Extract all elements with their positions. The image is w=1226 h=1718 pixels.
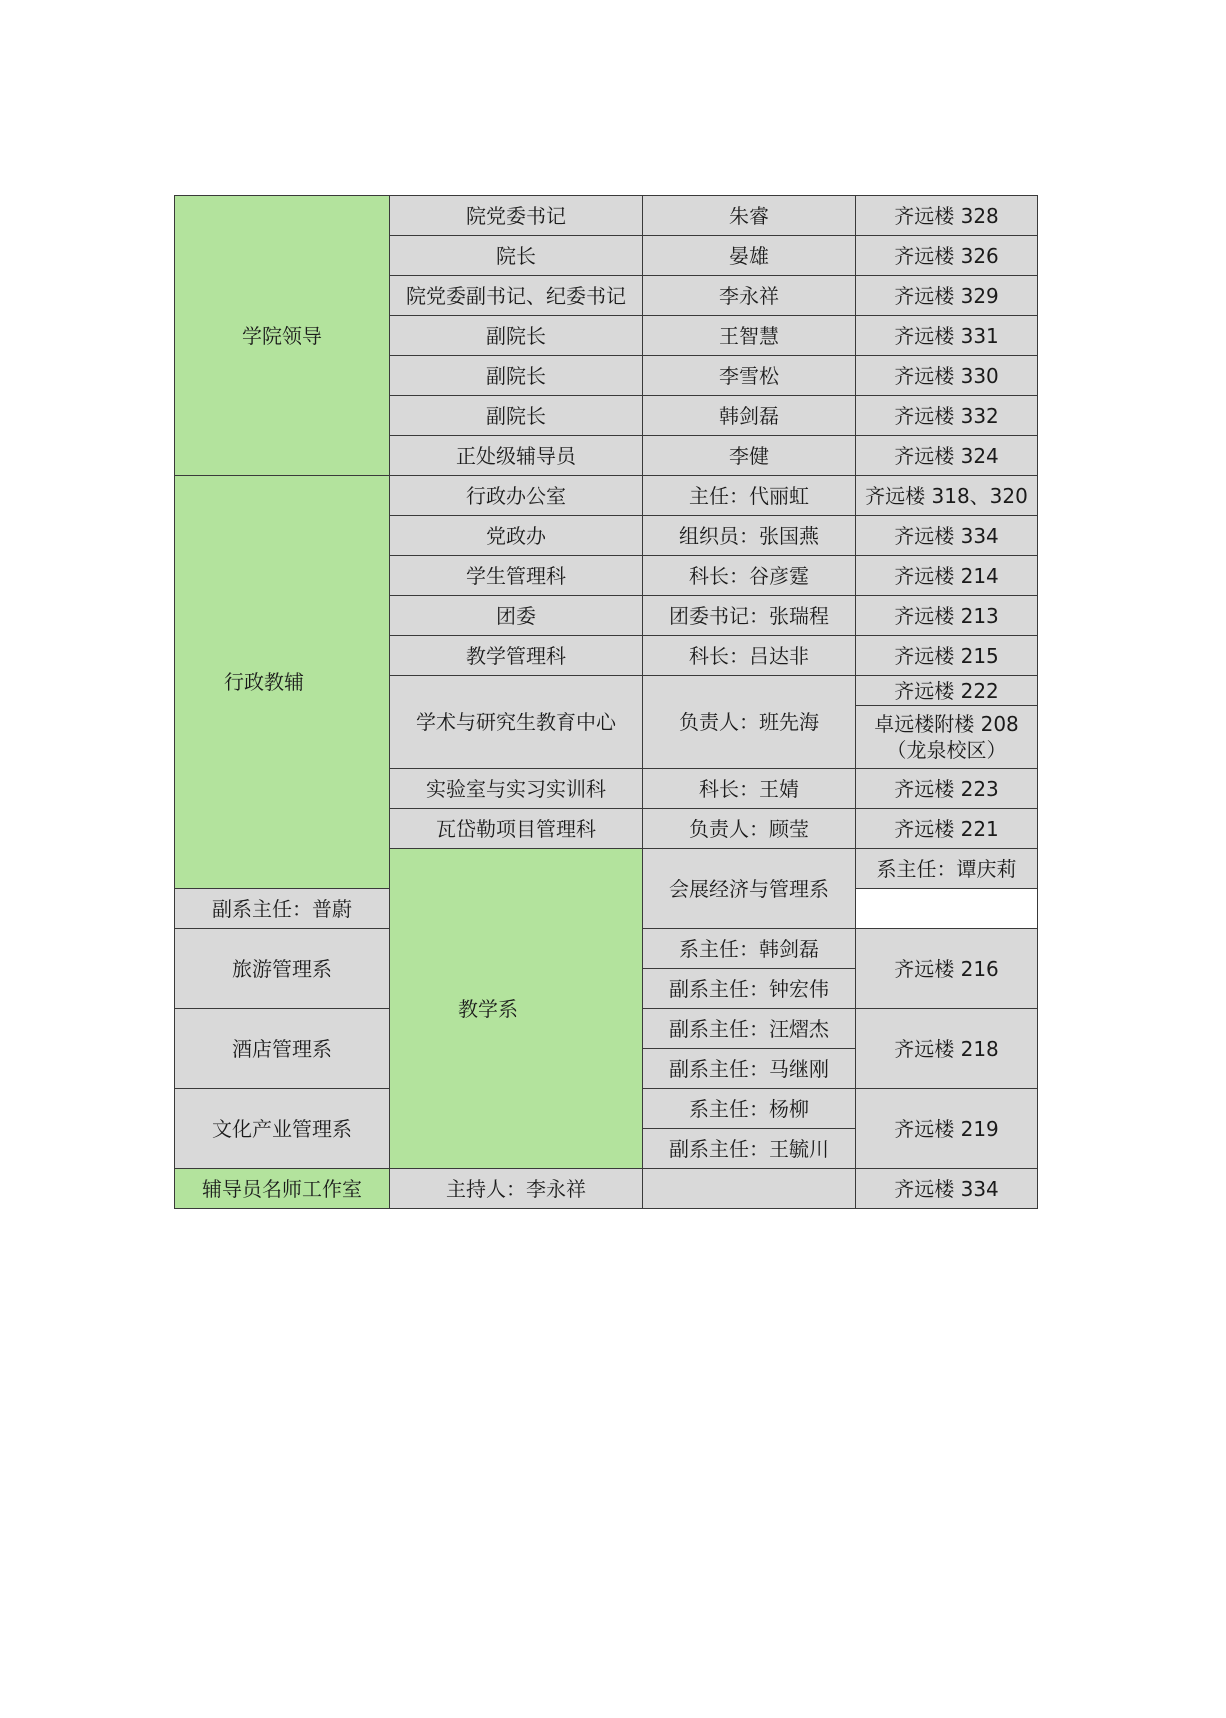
person-cell: 李雪松	[643, 356, 856, 396]
person-cell: 科长：王婧	[643, 769, 856, 809]
office-cell: 齐远楼 318、320	[856, 476, 1038, 516]
office-cell: 齐远楼 218	[856, 1009, 1038, 1089]
person-cell: 副系主任：马继刚	[643, 1049, 856, 1089]
person-cell: 副系主任：钟宏伟	[643, 969, 856, 1009]
office-cell: 齐远楼 221	[856, 809, 1038, 849]
contact-directory-table	[174, 195, 1038, 1209]
office-cell: 齐远楼 334	[856, 1169, 1038, 1209]
role-cell: 副院长	[390, 356, 643, 396]
office-cell: 齐远楼 334	[856, 516, 1038, 556]
office-cell: 齐远楼 328	[856, 196, 1038, 236]
role-cell: 院党委副书记、纪委书记	[390, 276, 643, 316]
person-cell: 副系主任：王毓川	[643, 1129, 856, 1169]
table-row	[175, 196, 1038, 236]
unit-cell: 党政办	[390, 516, 643, 556]
person-cell: 团委书记：张瑞程	[643, 596, 856, 636]
person-cell: 李永祥	[643, 276, 856, 316]
person-cell	[643, 1169, 856, 1209]
group-departments: 教学系	[390, 849, 643, 1169]
person-cell: 科长：吕达非	[643, 636, 856, 676]
unit-cell: 教学管理科	[390, 636, 643, 676]
person-cell: 副系主任：普蔚	[175, 889, 390, 929]
role-cell: 副院长	[390, 316, 643, 356]
office-cell: 齐远楼 223	[856, 769, 1038, 809]
person-cell: 科长：谷彦霆	[643, 556, 856, 596]
host-cell: 主持人：李永祥	[390, 1169, 643, 1209]
table-row	[175, 1169, 1038, 1209]
office-cell: 齐远楼 215	[856, 636, 1038, 676]
person-cell: 韩剑磊	[643, 396, 856, 436]
person-cell: 李健	[643, 436, 856, 476]
office-cell: 齐远楼 214	[856, 556, 1038, 596]
group-counselor: 辅导员名师工作室	[175, 1169, 390, 1209]
office-cell: 齐远楼 213	[856, 596, 1038, 636]
person-cell: 系主任：韩剑磊	[643, 929, 856, 969]
office-cell: 齐远楼 326	[856, 236, 1038, 276]
person-cell: 晏雄	[643, 236, 856, 276]
role-cell: 正处级辅导员	[390, 436, 643, 476]
office-cell: 齐远楼 332	[856, 396, 1038, 436]
role-cell: 副院长	[390, 396, 643, 436]
unit-cell: 学生管理科	[390, 556, 643, 596]
person-cell: 负责人：班先海	[643, 676, 856, 769]
person-cell: 主任：代丽虹	[643, 476, 856, 516]
department-cell: 旅游管理系	[175, 929, 390, 1009]
department-cell: 会展经济与管理系	[643, 849, 856, 929]
unit-cell: 行政办公室	[390, 476, 643, 516]
group-leadership: 学院领导	[175, 196, 390, 476]
person-cell: 系主任：杨柳	[643, 1089, 856, 1129]
person-cell: 王智慧	[643, 316, 856, 356]
office-cell: 齐远楼 219	[856, 1089, 1038, 1169]
office-cell: 齐远楼 324	[856, 436, 1038, 476]
office-cell: 齐远楼 330	[856, 356, 1038, 396]
unit-cell: 学术与研究生教育中心	[390, 676, 643, 769]
office-cell: 齐远楼 329	[856, 276, 1038, 316]
table-row	[175, 476, 1038, 516]
unit-cell: 实验室与实习实训科	[390, 769, 643, 809]
group-admin: 行政教辅	[175, 476, 390, 889]
unit-cell: 瓦岱勒项目管理科	[390, 809, 643, 849]
department-cell: 酒店管理系	[175, 1009, 390, 1089]
person-cell: 朱睿	[643, 196, 856, 236]
role-cell: 院长	[390, 236, 643, 276]
unit-cell: 团委	[390, 596, 643, 636]
office-cell: 齐远楼 331	[856, 316, 1038, 356]
office-cell: 齐远楼 222	[856, 676, 1038, 706]
department-cell: 文化产业管理系	[175, 1089, 390, 1169]
person-cell: 负责人：顾莹	[643, 809, 856, 849]
person-cell: 组织员：张国燕	[643, 516, 856, 556]
person-cell: 系主任：谭庆莉	[856, 849, 1038, 889]
role-cell: 院党委书记	[390, 196, 643, 236]
office-cell: 卓远楼附楼 208（龙泉校区）	[856, 706, 1038, 769]
office-cell: 齐远楼 216	[856, 929, 1038, 1009]
person-cell: 副系主任：汪熠杰	[643, 1009, 856, 1049]
